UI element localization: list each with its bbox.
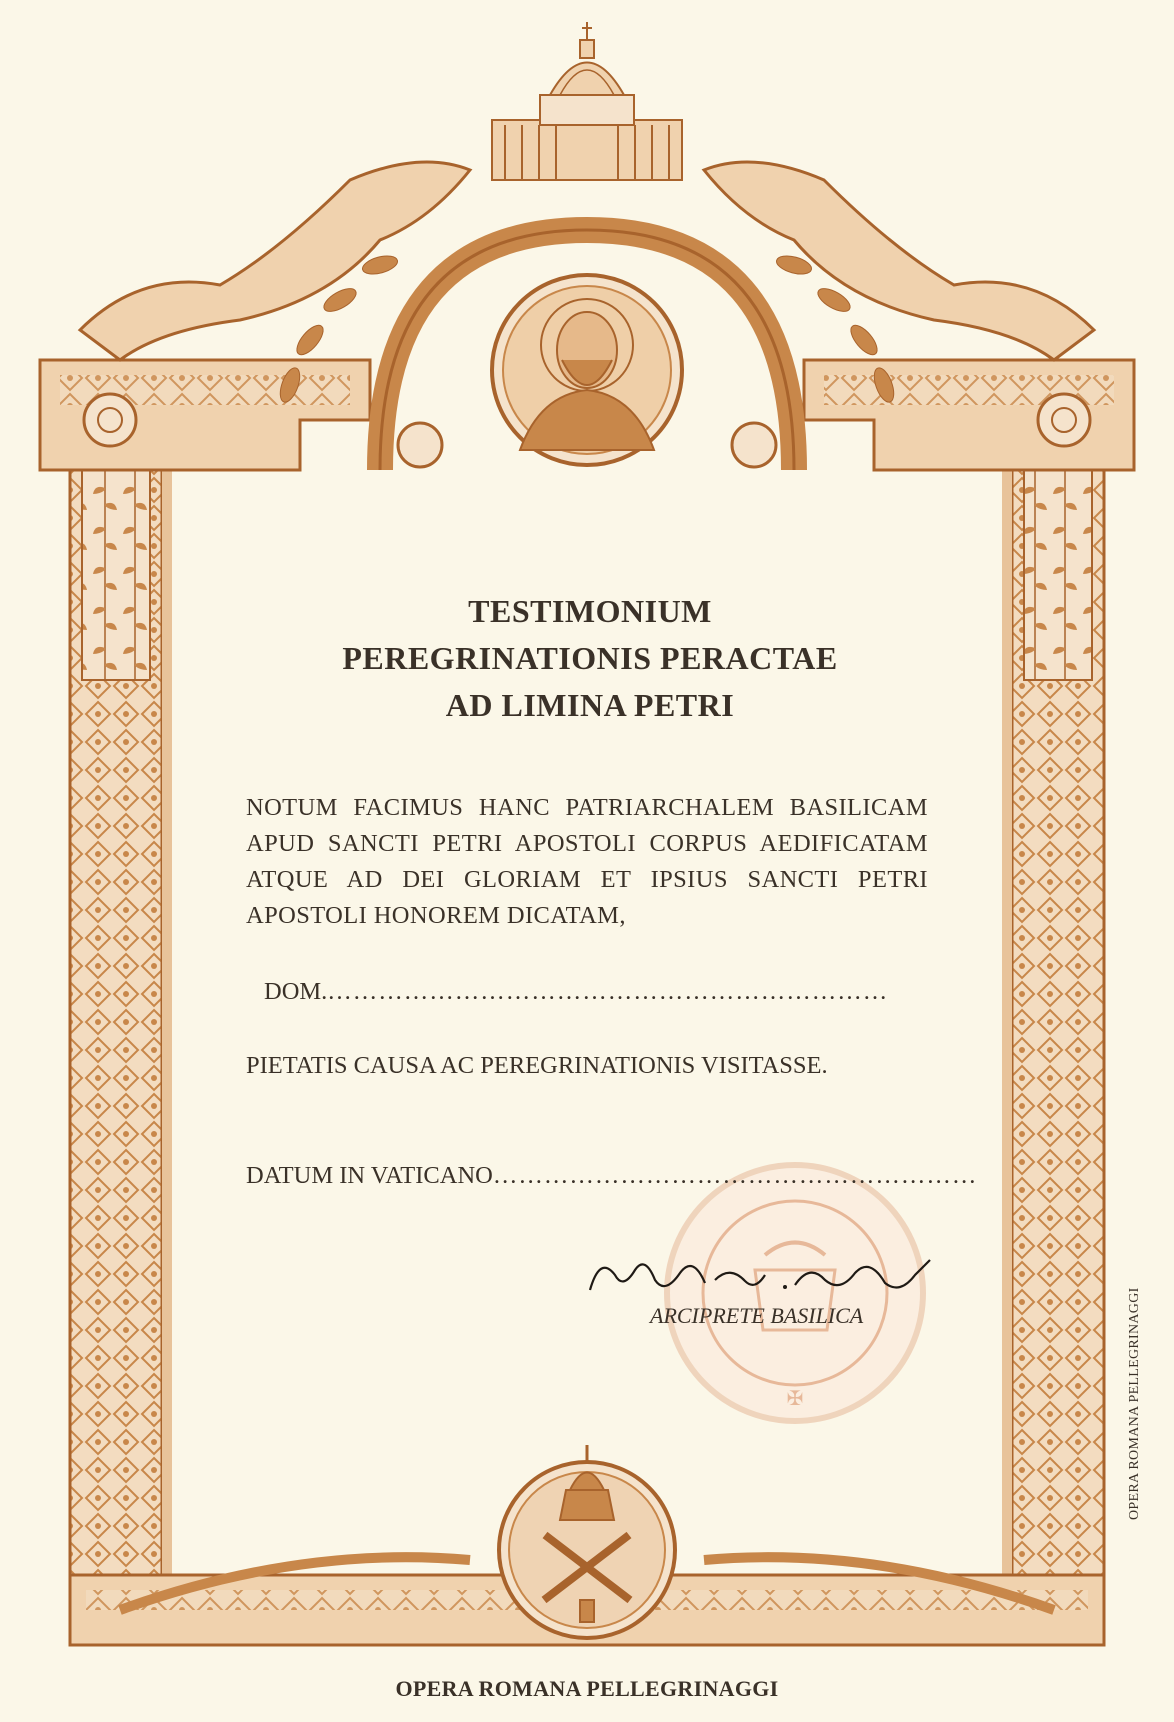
title-line-2: PEREGRINATIONIS PERACTAE [342, 640, 838, 676]
signature-icon [585, 1245, 945, 1305]
body-line-2: APUD SANCTI PETRI APOSTOLI CORPUS AEDIFICATAM [246, 830, 928, 857]
datum-field [246, 1162, 978, 1190]
dom-label: DOM. [264, 978, 328, 1005]
footer-organization: OPERA ROMANA PELLEGRINAGGI [395, 1676, 779, 1701]
dom-name-field [264, 978, 928, 1006]
svg-text:✠: ✠ [786, 1388, 804, 1410]
body-line-3: ATQUE AD DEI GLORIAM ET IPSIUS SANCTI PETRI [246, 866, 928, 893]
papal-keys-emblem-icon [499, 1445, 675, 1638]
datum-label: DATUM IN VATICANO [246, 1162, 493, 1189]
dom-dots: ………………………………………………………… [327, 978, 889, 1005]
pietatis-statement: PIETATIS CAUSA AC PEREGRINATIONIS VISITASSE. [246, 1052, 828, 1079]
body-paragraph [246, 790, 928, 934]
signature-title: ARCIPRETE BASILICA [650, 1303, 864, 1328]
body-line-1: NOTUM FACIMUS HANC PATRIARCHALEM BASILICAM [246, 794, 928, 821]
saint-peter-medallion-icon [492, 275, 682, 465]
certificate-title [260, 588, 920, 729]
body-line-4: APOSTOLI HONOREM DICATAM, [246, 902, 626, 929]
title-line-3: AD LIMINA PETRI [445, 687, 735, 723]
basilica-icon [492, 22, 682, 180]
datum-dots: ………………………………………………… [492, 1162, 978, 1189]
title-line-1: TESTIMONIUM [468, 593, 712, 629]
side-organization: OPERA ROMANA PELLEGRINAGGI [1127, 1287, 1142, 1520]
